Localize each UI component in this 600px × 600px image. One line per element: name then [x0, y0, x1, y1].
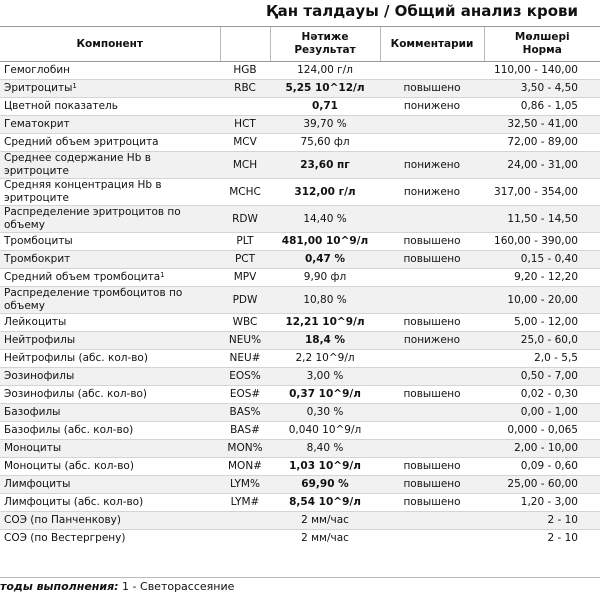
comment-value	[380, 530, 484, 548]
comment-value: повышено	[380, 386, 484, 404]
table-row	[0, 116, 600, 134]
component-code	[220, 512, 270, 530]
component-code: BAS#	[220, 422, 270, 440]
norm-range: 3,50 - 4,50	[484, 80, 600, 98]
component-name: Цветной показатель	[0, 98, 220, 116]
norm-range: 2 - 10	[484, 530, 600, 548]
component-code: PLT	[220, 233, 270, 251]
component-name: Гемоглобин	[0, 62, 220, 80]
table-row	[0, 80, 600, 98]
table-row	[0, 404, 600, 422]
component-name: Моноциты (абс. кол-во)	[0, 458, 220, 476]
table-row	[0, 314, 600, 332]
report-title: Қан талдауы / Общий анализ крови	[266, 2, 578, 20]
component-code: PCT	[220, 251, 270, 269]
component-code: MPV	[220, 269, 270, 287]
method-footnote: 1	[160, 271, 165, 279]
norm-range: 5,00 - 12,00	[484, 314, 600, 332]
comment-value: повышено	[380, 458, 484, 476]
component-name: Распределение тромбоцитов по объему	[0, 287, 220, 314]
component-name: Среднее содержание Hb в эритроците	[0, 152, 220, 179]
component-name: Средний объем тромбоцита$^1$	[0, 269, 220, 287]
norm-range: 10,00 - 20,00	[484, 287, 600, 314]
table-row	[0, 98, 600, 116]
table-row	[0, 233, 600, 251]
result-value: 75,60 фл	[270, 134, 380, 152]
component-name: СОЭ (по Вестергрену)	[0, 530, 220, 548]
comment-value: повышено	[380, 233, 484, 251]
component-code: WBC	[220, 314, 270, 332]
result-value: 0,040 10^9/л	[270, 422, 380, 440]
norm-range: 110,00 - 140,00	[484, 62, 600, 80]
component-name: Средний объем эритроцита	[0, 134, 220, 152]
norm-range: 0,00 - 1,00	[484, 404, 600, 422]
table-row	[0, 62, 600, 80]
component-code: MCV	[220, 134, 270, 152]
norm-range: 24,00 - 31,00	[484, 152, 600, 179]
norm-range: 0,15 - 0,40	[484, 251, 600, 269]
component-name: Тромбоциты	[0, 233, 220, 251]
result-value: 18,4 %	[270, 332, 380, 350]
component-header: Компонент	[0, 27, 220, 62]
result-value: 39,70 %	[270, 116, 380, 134]
component-name: Лимфоциты (абс. кол-во)	[0, 494, 220, 512]
comment-value: повышено	[380, 476, 484, 494]
component-code: MCHC	[220, 179, 270, 206]
result-value: 481,00 10^9/л	[270, 233, 380, 251]
component-name: Моноциты	[0, 440, 220, 458]
result-value: 0,30 %	[270, 404, 380, 422]
component-name: Средняя концентрация Hb в эритроците	[0, 179, 220, 206]
comment-value	[380, 287, 484, 314]
component-code: NEU#	[220, 350, 270, 368]
component-code: NEU%	[220, 332, 270, 350]
comment-value: повышено	[380, 80, 484, 98]
table-row	[0, 530, 600, 548]
component-name: Распределение эритроцитов по объему	[0, 206, 220, 233]
method-footnote: 1	[72, 82, 77, 90]
component-code: EOS#	[220, 386, 270, 404]
comment-value	[380, 422, 484, 440]
comment-value	[380, 62, 484, 80]
component-code: MON%	[220, 440, 270, 458]
result-value: 10,80 %	[270, 287, 380, 314]
methods-text: 1 - Светорассеяние	[122, 580, 235, 593]
comment-header: Комментарии	[380, 27, 484, 62]
comment-value	[380, 134, 484, 152]
norm-range: 160,00 - 390,00	[484, 233, 600, 251]
table-row	[0, 287, 600, 314]
component-code: LYM%	[220, 476, 270, 494]
component-name: Эозинофилы (абс. кол-во)	[0, 386, 220, 404]
norm-range: 25,00 - 60,00	[484, 476, 600, 494]
component-code: HCT	[220, 116, 270, 134]
result-value: 0,47 %	[270, 251, 380, 269]
table-row	[0, 206, 600, 233]
table-row	[0, 332, 600, 350]
component-code: MON#	[220, 458, 270, 476]
comment-value: понижено	[380, 152, 484, 179]
table-header-row	[0, 27, 600, 62]
table-row	[0, 422, 600, 440]
result-header: Нәтиже Результат	[270, 27, 380, 62]
norm-range: 72,00 - 89,00	[484, 134, 600, 152]
component-name: Базофилы	[0, 404, 220, 422]
norm-range: 2,00 - 10,00	[484, 440, 600, 458]
table-row	[0, 350, 600, 368]
table-row	[0, 440, 600, 458]
comment-value	[380, 404, 484, 422]
table-row	[0, 458, 600, 476]
result-value: 3,00 %	[270, 368, 380, 386]
blood-test-table	[0, 26, 600, 547]
component-code: RBC	[220, 80, 270, 98]
component-code: LYM#	[220, 494, 270, 512]
comment-value: повышено	[380, 251, 484, 269]
norm-range: 0,50 - 7,00	[484, 368, 600, 386]
comment-value	[380, 116, 484, 134]
table-row	[0, 251, 600, 269]
result-value: 124,00 г/л	[270, 62, 380, 80]
result-value: 1,03 10^9/л	[270, 458, 380, 476]
component-name: Лейкоциты	[0, 314, 220, 332]
norm-range: 317,00 - 354,00	[484, 179, 600, 206]
component-name: Нейтрофилы	[0, 332, 220, 350]
result-value: 5,25 10^12/л	[270, 80, 380, 98]
norm-range: 0,02 - 0,30	[484, 386, 600, 404]
comment-value	[380, 368, 484, 386]
table-row	[0, 386, 600, 404]
component-name: Базофилы (абс. кол-во)	[0, 422, 220, 440]
norm-range: 32,50 - 41,00	[484, 116, 600, 134]
methods-label: тоды выполнения:	[0, 580, 119, 593]
comment-value	[380, 206, 484, 233]
comment-value	[380, 512, 484, 530]
result-value: 312,00 г/л	[270, 179, 380, 206]
component-code	[220, 98, 270, 116]
comment-value	[380, 350, 484, 368]
norm-range: 0,86 - 1,05	[484, 98, 600, 116]
comment-value: повышено	[380, 314, 484, 332]
result-value: 2,2 10^9/л	[270, 350, 380, 368]
table-row	[0, 269, 600, 287]
component-code: PDW	[220, 287, 270, 314]
norm-range: 2 - 10	[484, 512, 600, 530]
component-code: EOS%	[220, 368, 270, 386]
table-row	[0, 152, 600, 179]
result-value: 0,37 10^9/л	[270, 386, 380, 404]
result-value: 8,54 10^9/л	[270, 494, 380, 512]
result-value: 0,71	[270, 98, 380, 116]
norm-range: 9,20 - 12,20	[484, 269, 600, 287]
component-name: Лимфоциты	[0, 476, 220, 494]
result-value: 14,40 %	[270, 206, 380, 233]
table-row	[0, 494, 600, 512]
component-code: RDW	[220, 206, 270, 233]
comment-value: понижено	[380, 179, 484, 206]
norm-range: 11,50 - 14,50	[484, 206, 600, 233]
comment-value: понижено	[380, 98, 484, 116]
norm-range: 0,000 - 0,065	[484, 422, 600, 440]
component-name: СОЭ (по Панченкову)	[0, 512, 220, 530]
result-value: 2 мм/час	[270, 530, 380, 548]
component-name: Эозинофилы	[0, 368, 220, 386]
result-value: 8,40 %	[270, 440, 380, 458]
norm-range: 25,0 - 60,0	[484, 332, 600, 350]
component-name: Нейтрофилы (абс. кол-во)	[0, 350, 220, 368]
result-value: 69,90 %	[270, 476, 380, 494]
component-name: Тромбокрит	[0, 251, 220, 269]
table-row	[0, 476, 600, 494]
table-row	[0, 179, 600, 206]
norm-header: Мөлшері Норма	[484, 27, 600, 62]
comment-value: понижено	[380, 332, 484, 350]
methods-footer	[0, 577, 600, 598]
comment-value: повышено	[380, 494, 484, 512]
result-value: 23,60 пг	[270, 152, 380, 179]
table-row	[0, 512, 600, 530]
norm-range: 2,0 - 5,5	[484, 350, 600, 368]
result-value: 9,90 фл	[270, 269, 380, 287]
norm-range: 0,09 - 0,60	[484, 458, 600, 476]
component-code: BAS%	[220, 404, 270, 422]
code-header	[220, 27, 270, 62]
result-value: 2 мм/час	[270, 512, 380, 530]
table-row	[0, 368, 600, 386]
comment-value	[380, 269, 484, 287]
comment-value	[380, 440, 484, 458]
component-name: Эритроциты$^1$	[0, 80, 220, 98]
table-row	[0, 134, 600, 152]
result-value: 12,21 10^9/л	[270, 314, 380, 332]
component-code: HGB	[220, 62, 270, 80]
norm-range: 1,20 - 3,00	[484, 494, 600, 512]
component-name: Гематокрит	[0, 116, 220, 134]
component-code	[220, 530, 270, 548]
component-code: MCH	[220, 152, 270, 179]
